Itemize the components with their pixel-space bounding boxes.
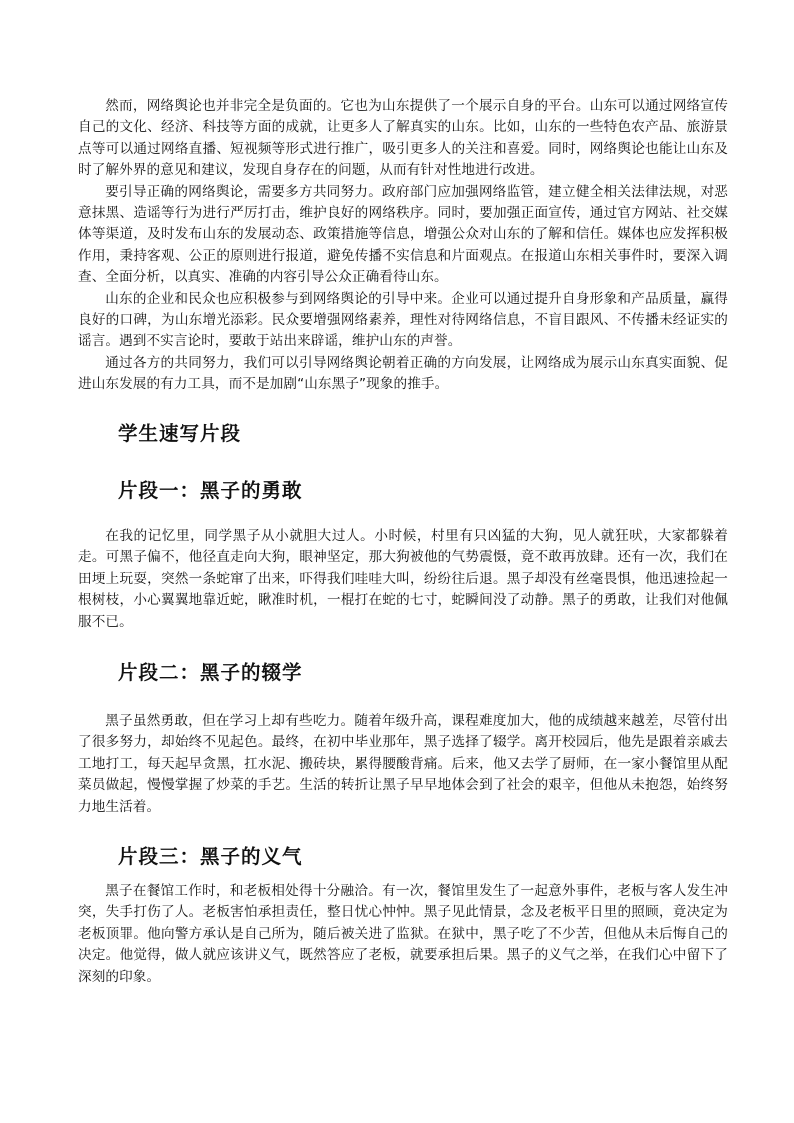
section-title: 片段二：黑子的辍学 bbox=[118, 661, 303, 684]
intro-text bbox=[78, 96, 728, 396]
section-paragraph: 黑子虽然勇敢，但在学习上却有些吃力。随着年级升高，课程难度加大，他的成绩越来越差，尽管付出了很多努力，却始终不见起色。最终，在初中毕业那年，黑子选择了辍学。离开校园后，他先是跟着亲戚去工地打工，每天起早贪黑，扛水泥、搬砖块，累得腰酸背痛。后来，他又去学了厨师，在一家小餐馆里从配菜员做起，慢慢掌握了炒菜的手艺。生活的转折让黑子早早地体会到了社会的艰辛，但他从未抱怨，始终努力地生活着。 bbox=[78, 713, 728, 815]
section-title: 片段一：黑子的勇敢 bbox=[118, 479, 303, 502]
intro-paragraph: 然而，网络舆论也并非完全是负面的。它也为山东提供了一个展示自身的平台。山东可以通过网络宣传自己的文化、经济、科技等方面的成就，让更多人了解真实的山东。比如，山东的一些特色农产品、旅游景点等可以通过网络直播、短视频等形式进行推广，吸引更多人的关注和喜爱。同时，网络舆论也能让山东及时了解外界的意见和建议，发现自身存在的问题，从而有针对性地进行改进。 bbox=[78, 98, 728, 179]
student-sketch-title: 学生速写片段 bbox=[118, 422, 242, 445]
section-title: 片段三：黑子的义气 bbox=[118, 845, 303, 868]
section-paragraph: 在我的记忆里，同学黑子从小就胆大过人。小时候，村里有只凶猛的大狗，见人就狂吠，大家都躲着走。可黑子偏不，他径直走向大狗，眼神坚定，那大狗被他的气势震慑，竟不敢再放肆。还有一次，我们在田埂上玩耍，突然一条蛇窜了出来，吓得我们哇哇大叫，纷纷往后退。黑子却没有丝毫畏惧，他迅速捡起一根树枝，小心翼翼地靠近蛇，瞅准时机，一棍打在蛇的七寸，蛇瞬间没了动静。黑子的勇敢，让我们对他佩服不已。 bbox=[78, 528, 728, 630]
intro-paragraph: 通过各方的共同努力，我们可以引导网络舆论朝着正确的方向发展，让网络成为展示山东真实面貌、促进山东发展的有力工具，而不是加剧“山东黑子”现象的推手。 bbox=[78, 354, 728, 393]
intro-paragraph: 要引导正确的网络舆论，需要多方共同努力。政府部门应加强网络监管，建立健全相关法律法规，对恶意抹黑、造谣等行为进行严厉打击，维护良好的网络秩序。同时，要加强正面宣传，通过官方网站、社交媒体等渠道，及时发布山东的发展动态、政策措施等信息，增强公众对山东的了解和信任。媒体也应发挥积极作用，秉持客观、公正的原则进行报道，避免传播不实信息和片面观点。在报道山东相关事件时，要深入调查、全面分析，以真实、准确的内容引导公众正确看待山东。 bbox=[78, 183, 728, 286]
section-body bbox=[78, 881, 728, 988]
section-paragraph: 黑子在餐馆工作时，和老板相处得十分融洽。有一次，餐馆里发生了一起意外事件，老板与客人发生冲突，失手打伤了人。老板害怕承担责任，整日忧心忡忡。黑子见此情景，念及老板平日里的照顾，竟决定为老板顶罪。他向警方承认是自己所为，随后被关进了监狱。在狱中，黑子吃了不少苦，但他从未后悔自己的决定。他觉得，做人就应该讲义气，既然答应了老板，就要承担后果。黑子的义气之举，在我们心中留下了深刻的印象。 bbox=[78, 883, 728, 985]
intro-paragraph: 山东的企业和民众也应积极参与到网络舆论的引导中来。企业可以通过提升自身形象和产品质量，赢得良好的口碑，为山东增光添彩。民众要增强网络素养，理性对待网络信息，不盲目跟风、不传播未经证实的谣言。遇到不实言论时，要敢于站出来辟谣，维护山东的声誉。 bbox=[78, 290, 728, 350]
section-body bbox=[78, 711, 728, 818]
section-body bbox=[78, 526, 728, 633]
